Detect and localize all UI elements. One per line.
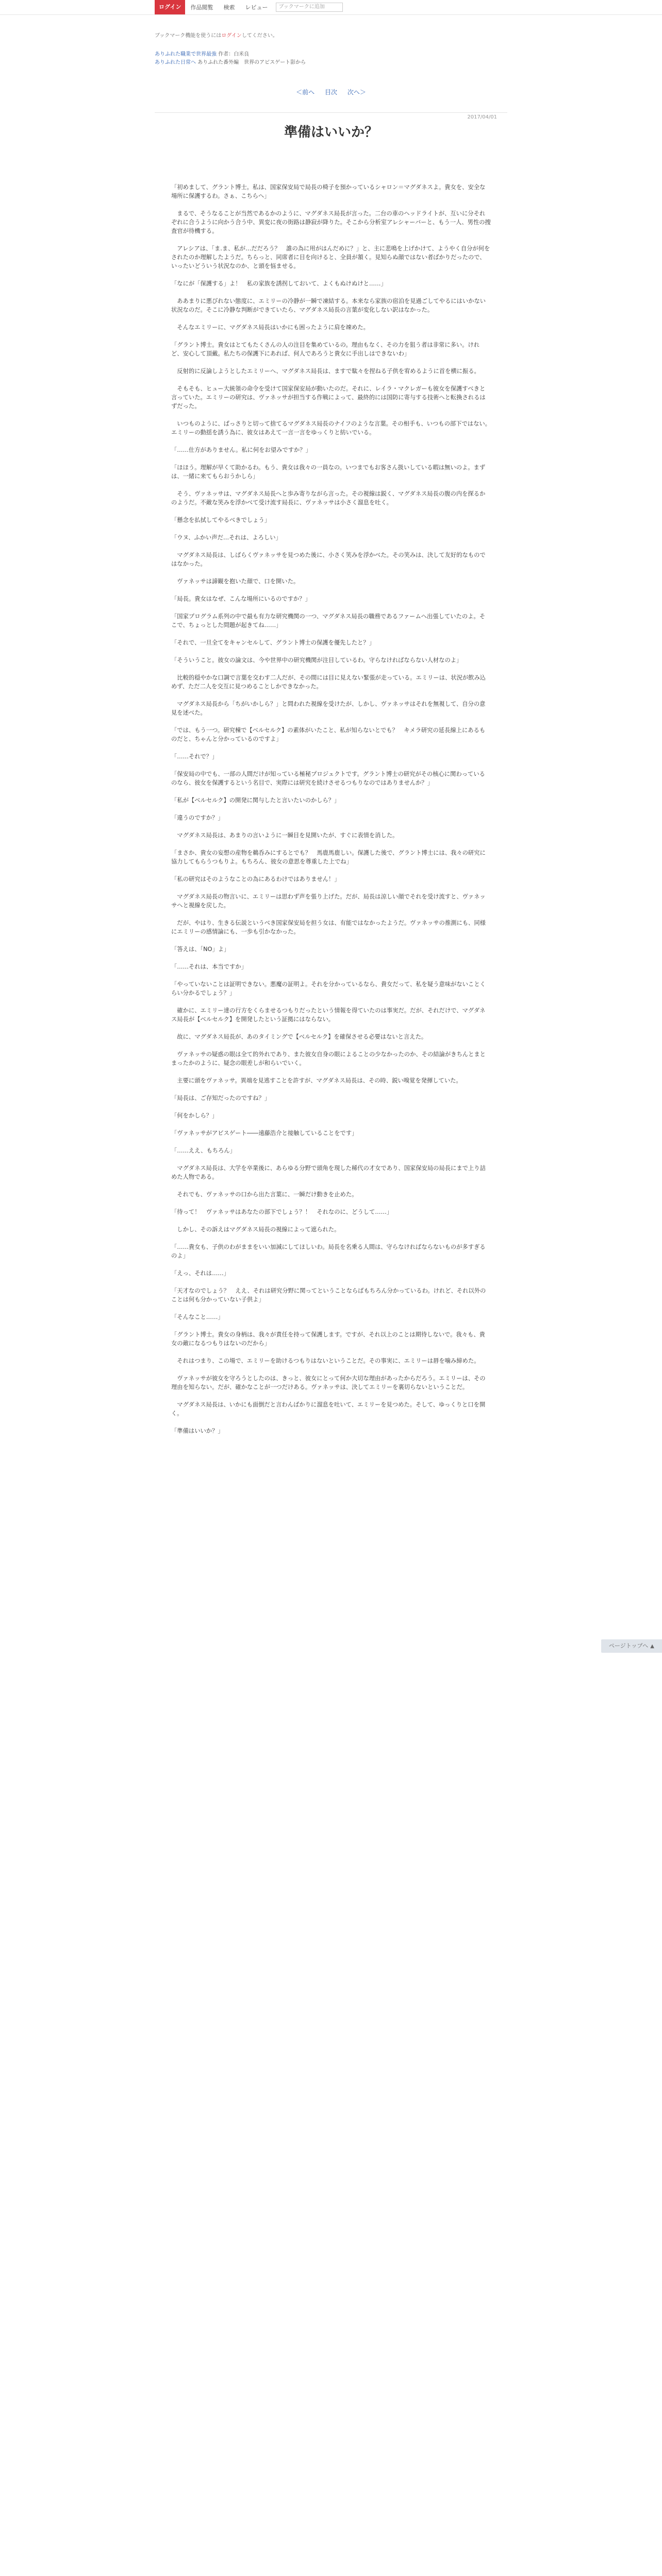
body-paragraph: まるで、そうなることが当然であるかのように、マグダネス局長が言った。二台の車のヘッドライトが、互いに分それぞれに合うように向かう合う中、異変に夜の街路は静寂が降りた。そこから分析室アレシャーバーと、もう一人、男性の捜査官が待機する。 xyxy=(171,210,491,234)
nav-browse[interactable]: 作品閲覧 xyxy=(190,4,213,11)
notice-prefix: ブックマーク機能を使うには xyxy=(155,33,222,39)
body-paragraph: しかし、その訴えはマグダネス局長の視線によって遮られた。 xyxy=(171,1226,340,1233)
body-paragraph: 反射的に反論しようとしたエミリーへ、マグダネス局長は、ますで駄々を捏ねる子供を宥めるように首を横に振る。 xyxy=(171,368,480,375)
body-paragraph: マグダネス局長は、大学を卒業後に、あらゆる分野で頭角を現した稀代の才女であり、国家保安局の局長にまで上り詰めた人物である。 xyxy=(171,1165,486,1180)
notice-suffix: してください。 xyxy=(241,33,278,39)
body-paragraph: 「私の研究はそのようなことの為にあるわけではありません！」 xyxy=(171,876,340,883)
episode-title: 準備はいいか？ xyxy=(284,124,378,140)
body-paragraph: マグダネス局長は、あまりの言いように一瞬目を見開いたが、すぐに表情を消した。 xyxy=(171,832,399,839)
author-name: 白米良 xyxy=(234,52,250,57)
page-top-label: ページトップへ xyxy=(609,1642,649,1649)
chapter-subtitle: ありふれた番外編 世界のアビスゲート影から xyxy=(197,60,306,65)
nav-review[interactable]: レビュー xyxy=(245,4,268,11)
body-paragraph: 主要に頭をヴァネッサ。異端を見逃すことを許すが、マグダネス局長は、その時、鋭い嗅覚を発揮していた。 xyxy=(171,1077,462,1084)
body-paragraph: 「ウヌ、ふかい声だ…それは、よろしい」 xyxy=(171,534,282,541)
body-paragraph: マグダネス局長から「ちがいかしら？」と問われた視線を受けたが、しかし、ヴァネッサはそれを無視して、自分の意見を述べた。 xyxy=(171,701,486,716)
body-paragraph: 「グラント博士。貴女の身柄は、我々が責任を持って保護します。ですが、それ以上のことは期待しないで。我々も、貴女の敵になるつもりはないのだから」 xyxy=(171,1331,485,1347)
page-top-button[interactable] xyxy=(601,1639,662,1653)
body-paragraph: 「初めまして、グラント博士。私は、国家保安局で局長の椅子を預かっているシャロン＝マグダネスよ。貴女を、安全な場所に保護するわ。さぁ、こちらへ」 xyxy=(171,184,486,199)
body-paragraph: 「違うのですか？」 xyxy=(171,815,224,821)
body-paragraph: そんなエミリーに、マグダネス局長はいかにも困ったように肩を竦めた。 xyxy=(171,324,369,331)
divider xyxy=(155,112,507,113)
body-paragraph: マグダネス局長は、いかにも面倒だと言わんばかりに溜息を吐いて、エミリーを見つめた。そして、ゆっくりと口を開く。 xyxy=(171,1401,486,1417)
body-paragraph: そう、ヴァネッサは、マグダネス局長へと歩み寄りながら言った。その視線は鋭く、マグダネス局長の腹の内を探るかのようだ。不敵な笑みを浮かべて受け流す局長に、ヴァネッサは小さく溜息を吐く。 xyxy=(171,490,486,506)
body-paragraph: 「ほほう。理解が早くて助かるわ。もう、貴女は我々の一員なの。いつまでもお客さん扱いしている暇は無いのよ。まずは、一緒に来てもらおうかしら」 xyxy=(171,464,486,480)
body-paragraph: 「そんなこと……」 xyxy=(171,1314,224,1320)
author-prefix: 作者： xyxy=(218,52,234,57)
index-link[interactable]: 目次 xyxy=(324,89,337,96)
next-link[interactable]: 次へ＞ xyxy=(347,89,366,96)
body-paragraph: ヴァネッサが彼女を守ろうとしたのは、きっと、彼女にとって何か大切な理由があったからだろう。エミリーは、その理由を知らない。だが、確かなことが一つだけある。ヴァネッサは、決してエミリーを裏切らないということだ。 xyxy=(171,1375,486,1391)
body-paragraph: いつものように、ばっさりと切って捨てるマグダネス局長のナイフのような言葉。その相手も、いつもの部下ではない。エミリーの動揺を誘う為に、彼女はあえて一言一言をゆっくりと紡いでいる。 xyxy=(171,420,491,436)
body-paragraph: 「局長。貴女はなぜ、こんな場所にいるのですか？」 xyxy=(171,596,311,602)
breadcrumb xyxy=(155,50,306,67)
body-paragraph: 「天才なのでしょう？ ええ、それは研究分野に関ってということならばもちろん分かっているわ。けれど、それ以外のことは何も分かっていない子供よ」 xyxy=(171,1287,486,1303)
body-paragraph: ヴァネッサは諦観を抱いた顔で、口を開いた。 xyxy=(171,578,300,585)
body-paragraph: マグダネス局長は、しばらくヴァネッサを見つめた後に、小さく笑みを浮かべた。その笑みは、決して友好的なものではなかった。 xyxy=(171,552,486,567)
top-nav xyxy=(155,0,343,14)
body-paragraph: 「私が【ベルセルク】の開発に関与したと言いたいのかしら？」 xyxy=(171,797,340,804)
episode-body xyxy=(171,183,491,1444)
top-bar xyxy=(0,0,662,15)
body-paragraph: 「局長は、ご存知だったのですね？」 xyxy=(171,1095,271,1101)
login-button[interactable]: ログイン xyxy=(155,0,185,14)
body-paragraph: マグダネス局長の物言いに、エミリーは思わず声を張り上げた。だが、局長は涼しい顔でそれを受け流すと、ヴァネッサへと視線を戻した。 xyxy=(171,893,486,909)
body-paragraph: それはつまり、この場で、エミリーを助けるつもりはないということだ。その事実に、エミリーは唇を噛み締めた。 xyxy=(171,1358,480,1364)
body-paragraph: アレシアは、「ま.ま、私が…だだろう？ 誰の為に用がはんだめに？」と、主に悲鳴を上げかけて、ようやく自分が何をされたのか理解したようだ。ちらっと、同席者に目を向けると、全員が頷く。見知らぬ顔ではない者ばかりだったので、いったいどういう状況なのか、と頭を悩ませる。 xyxy=(171,245,490,269)
body-paragraph: 「答えは、「NO」よ」 xyxy=(171,946,230,953)
body-paragraph: 「では、もう一つ。研究棟で【ベルセルク】の素体がいたこと、私が知らないとでも？ キメラ研究の延長線上にあるものだと、ちゃんと分かっているのですよ」 xyxy=(171,727,486,742)
body-paragraph: 「まさか、貴女の妄想の産物を鵜呑みにするとでも？ 馬鹿馬鹿しい。保護した後で、グラント博士には、我々の研究に協力してもらうつもりよ。もちろん、彼女の意思を尊重した上でね」 xyxy=(171,850,486,865)
prev-link[interactable]: ＜前へ xyxy=(296,89,315,96)
work-title-link[interactable]: ありふれた職業で世界最強 xyxy=(155,52,217,57)
body-paragraph: それでも、ヴァネッサの口から出た言葉に、一瞬だけ動きを止めた。 xyxy=(171,1191,358,1198)
body-paragraph: 「なにが「保護する」よ！ 私の家族を誘拐しておいて、よくもぬけぬけと……」 xyxy=(171,280,387,287)
body-paragraph: 「そういうこと。彼女の論文は、今や世界中の研究機関が注目しているわ。守らなければならない人材なのよ」 xyxy=(171,657,462,664)
notice-login-link[interactable]: ログイン xyxy=(221,33,242,39)
body-paragraph: 「保安局の中でも、一部の人間だけが知っている極秘プロジェクトです。グラント博士の研究がその核心に関わっているのなら、彼女を保護するという名目で、実際には研究を続けさせるつもりなのではありませんか？」 xyxy=(171,771,485,786)
body-paragraph: ああまりに悪びれない態度に、エミリーの冷静が一瞬で凍結する。本来なら家族の宿泊を見過ごしてやるにはいかない状況なのだ。そこに冷静な判断ができていたら、マグダネス局長の言葉が変化しない訳はなかった。 xyxy=(171,298,486,313)
body-paragraph: だが、やはり、生きる伝説というべき国家保安局を担う女は、有能ではなかったようだ。ヴァネッサの推測にも、同様にエミリーの感情論にも、一歩も引かなかった。 xyxy=(171,920,486,935)
body-paragraph: 「国家プログラム系列の中で最も有力な研究機関の一つ、マグダネス局長の職務であるファームへ出張していたのよ。そこで、ちょっとした問題が起きてね……」 xyxy=(171,613,486,629)
body-paragraph: 「懸念を払拭してやるべきでしょう」 xyxy=(171,517,271,523)
episode-date: 2017/04/01 xyxy=(467,114,497,120)
body-paragraph: 「……それで？」 xyxy=(171,753,218,760)
body-paragraph: そもそも、ヒュー大統領の命令を受けて国家保安局が動いたのだ。それに、レイラ・マクレガーも彼女を保護すべきと言っていた。エミリーの研究は、ヴァネッサが担当する作戦によって、最終的には国防に寄与する技術へと転換されるはずだった。 xyxy=(171,385,486,410)
body-paragraph: 「ヴァネッサがアビスゲート――遠藤浩介と接触していることをです」 xyxy=(171,1130,358,1137)
chapter-link[interactable]: ありふれた日常へ xyxy=(155,60,196,65)
bookmark-add-button[interactable]: ブックマークに追加 xyxy=(276,3,343,12)
nav-search[interactable]: 検索 xyxy=(223,4,235,11)
body-paragraph: 「何をかしら？」 xyxy=(171,1112,218,1119)
body-paragraph: 「待って！ ヴァネッサはあなたの部下でしょう？！ それなのに、どうして……」 xyxy=(171,1209,393,1215)
body-paragraph: 「……ええ、もちろん」 xyxy=(171,1147,236,1154)
arrow-up-icon: ▲ xyxy=(650,1643,654,1649)
bookmark-notice xyxy=(155,31,278,39)
body-paragraph: 「……貴女も、子供のわがままをいい加減にしてほしいわ。局長を名乗る人間は、守らなければならないものが多すぎるのよ」 xyxy=(171,1244,486,1259)
body-paragraph: 「……仕方がありません。私に何をお望みですか？」 xyxy=(171,447,311,453)
body-paragraph: 「……それは、本当ですか」 xyxy=(171,963,247,970)
episode-pager xyxy=(0,88,662,96)
body-paragraph: 「グラント博士。貴女はとてもたくさんの人の注目を集めているの。理由もなく、その力を狙う者は非常に多い。けれど、安心して頂戴。私たちの保護下にあれば、何人であろうと貴女に手出しはできないわ」 xyxy=(171,342,480,357)
body-paragraph: 「それで、一旦全てをキャンセルして、グラント博士の保護を優先したと？」 xyxy=(171,639,375,646)
body-paragraph: 確かに、エミリー達の行方をくらませるつもりだったという情報を得ていたのは事実だ。だが、それだけで、マグダネス局長が【ベルセルク】を開発したという証拠にはならない。 xyxy=(171,1007,486,1023)
body-paragraph: 「えっ、それは……」 xyxy=(171,1270,229,1277)
body-paragraph: 「準備はいいか？」 xyxy=(171,1428,224,1434)
body-paragraph: 故に、マグダネス局長が、あのタイミングで【ベルセルク】を確保させる必要はないと言えた。 xyxy=(171,1033,427,1040)
body-paragraph: 「やっていないことは証明できない。悪魔の証明よ。それを分かっているなら、貴女だって、私を疑う意味がないことくらい分かるでしょう？」 xyxy=(171,981,486,996)
body-paragraph: ヴァネッサの疑惑の眼は全て的外れであり、また彼女自身の眼によることの少なかったのか、その結論がきちんとまとまったかのように、疑念の眼差しが和らいでいく。 xyxy=(171,1051,486,1066)
body-paragraph: 比較的穏やかな口調で言葉を交わす二人だが、その間には目に見えない緊張が走っている。エミリーは、状況が飲み込めず、ただ二人を交互に見つめることしかできなかった。 xyxy=(171,674,486,690)
